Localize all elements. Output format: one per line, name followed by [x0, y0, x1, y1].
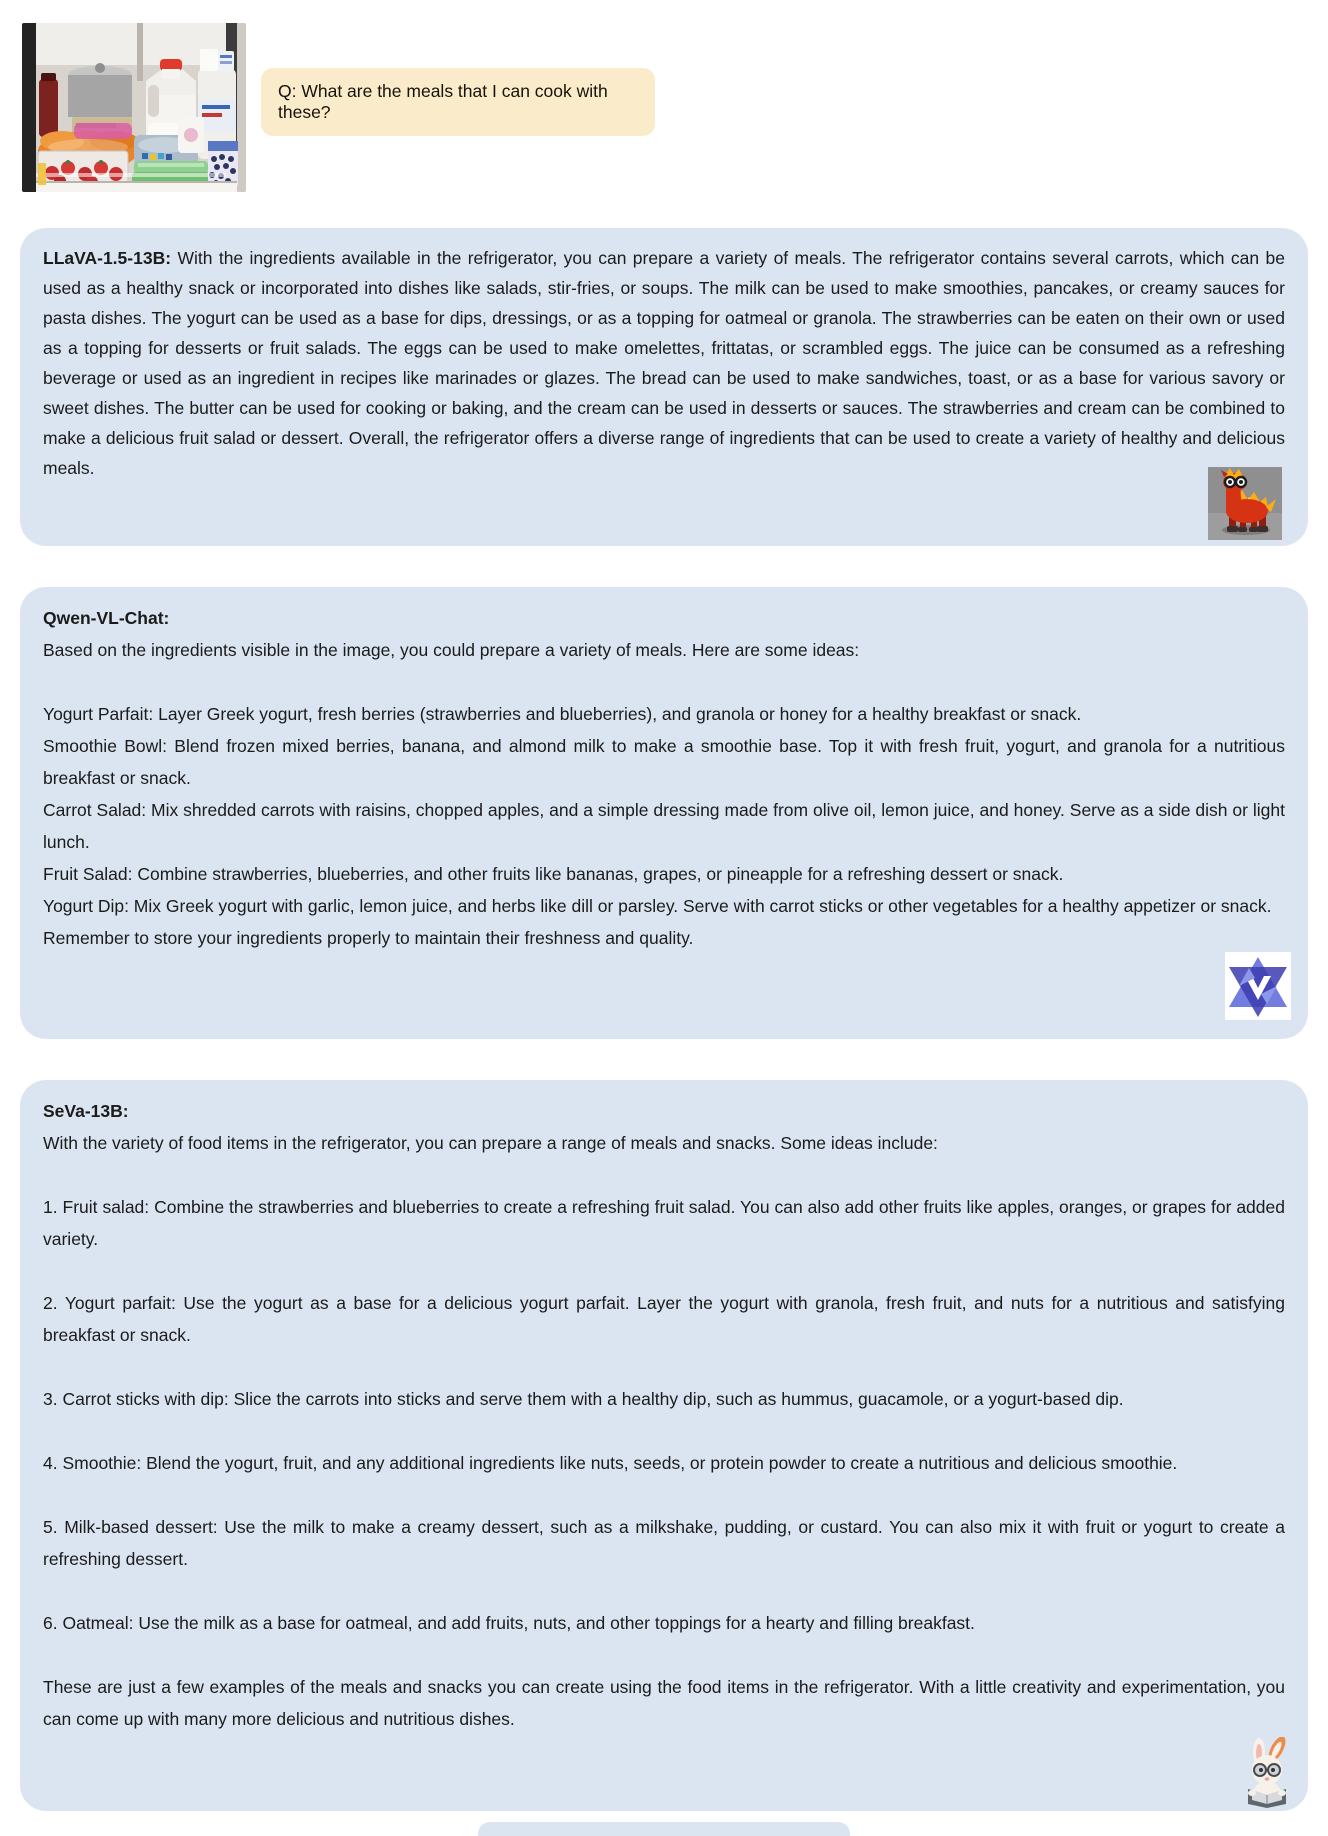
seva-idea: 6. Oatmeal: Use the milk as a base for oatmeal, and add fruits, nuts, and other toppings for a hearty and filling breakfast.	[43, 1613, 975, 1633]
response-box-llava	[20, 228, 1308, 546]
cropped-next-box	[478, 1822, 850, 1836]
qwen-model-label: Qwen-VL-Chat:	[43, 608, 170, 628]
qwen-idea: Carrot Salad: Mix shredded carrots with raisins, chopped apples, and a simple dressing made from olive oil, lemon juice, and honey. Serve as a side dish or light lunch.	[43, 800, 1285, 852]
fridge-photo	[22, 23, 246, 192]
qwen-idea: Yogurt Dip: Mix Greek yogurt with garlic, lemon juice, and herbs like dill or parsley. Serve with carrot sticks or other vegetables for a healthy appetizer or snack.	[43, 896, 1272, 916]
seva-idea: 4. Smoothie: Blend the yogurt, fruit, and any additional ingredients like nuts, seeds, or protein powder to create a nutritious and delicious smoothie.	[43, 1453, 1178, 1473]
qwen-outro: Remember to store your ingredients properly to maintain their freshness and quality.	[43, 928, 694, 948]
seva-outro: These are just a few examples of the meals and snacks you can create using the food items in the refrigerator. With a little creativity and experimentation, you can come up with many more delicious and nutritious dishes.	[43, 1677, 1285, 1729]
response-box-qwen	[20, 587, 1308, 1039]
seva-ideas-list	[43, 1191, 1285, 1639]
seva-idea: 2. Yogurt parfait: Use the yogurt as a base for a delicious yogurt parfait. Layer the yogurt with granola, fresh fruit, and nuts for a nutritious and satisfying breakfast or snack.	[43, 1293, 1285, 1345]
qwen-idea: Yogurt Parfait: Layer Greek yogurt, fresh berries (strawberries and blueberries), and granola or honey for a healthy breakfast or snack.	[43, 704, 1082, 724]
qwen-idea: Smoothie Bowl: Blend frozen mixed berries, banana, and almond milk to make a smoothie base. Top it with fresh fruit, yogurt, and granola for a nutritious breakfast or snack.	[43, 736, 1285, 788]
seva-idea: 5. Milk-based dessert: Use the milk to make a creamy dessert, such as a milkshake, pudding, or custard. You can also mix it with fruit or yogurt to create a refreshing dessert.	[43, 1517, 1285, 1569]
llava-paragraph	[43, 243, 1285, 483]
qwen-logo-icon	[1225, 952, 1291, 1020]
seva-idea: 3. Carrot sticks with dip: Slice the carrots into sticks and serve them with a healthy dip, such as hummus, guacamole, or a yogurt-based dip.	[43, 1389, 1124, 1409]
llava-model-label: LLaVA-1.5-13B:	[43, 248, 172, 268]
llava-body-text: With the ingredients available in the refrigerator, you can prepare a variety of meals. The refrigerator contains several carrots, which can be used as a healthy snack or incorporated into dishes like salads, stir-fries, or soups. The milk can be used to make smoothies, pancakes, or creamy sauces for pasta dishes. The yogurt can be used as a base for dips, dressings, or as a topping for oatmeal or granola. The strawberries can be eaten on their own or used as a topping for desserts or fruit salads. The eggs can be used to make omelettes, frittatas, or scrambled eggs. The juice can be consumed as a refreshing beverage or used as an ingredient in recipes like marinades or glazes. The bread can be used to make sandwiches, toast, or as a base for various savory or sweet dishes. The butter can be used for cooking or baking, and the cream can be used in desserts or sauces. The strawberries and cream can be combined to make a delicious fruit salad or dessert. Overall, the refrigerator offers a diverse range of ingredients that can be used to create a variety of healthy and delicious meals.	[43, 248, 1285, 478]
response-box-seva	[20, 1080, 1308, 1811]
fridge-photo-illustration	[22, 23, 246, 192]
question-bubble	[261, 68, 655, 136]
seva-model-label: SeVa-13B:	[43, 1101, 129, 1121]
qwen-ideas-list	[43, 698, 1285, 922]
qwen-intro: Based on the ingredients visible in the image, you could prepare a variety of meals. Here are some ideas:	[43, 640, 860, 660]
llava-llama-icon	[1208, 467, 1282, 540]
question-text: Q: What are the meals that I can cook with these?	[278, 81, 608, 122]
qwen-idea: Fruit Salad: Combine strawberries, blueberries, and other fruits like bananas, grapes, or pineapple for a refreshing dessert or snack.	[43, 864, 1064, 884]
seva-idea: 1. Fruit salad: Combine the strawberries and blueberries to create a refreshing fruit salad. You can also add other fruits like apples, oranges, or grapes for added variety.	[43, 1197, 1285, 1249]
seva-intro: With the variety of food items in the refrigerator, you can prepare a range of meals and snacks. Some ideas include:	[43, 1133, 938, 1153]
seva-rabbit-icon	[1240, 1737, 1294, 1809]
